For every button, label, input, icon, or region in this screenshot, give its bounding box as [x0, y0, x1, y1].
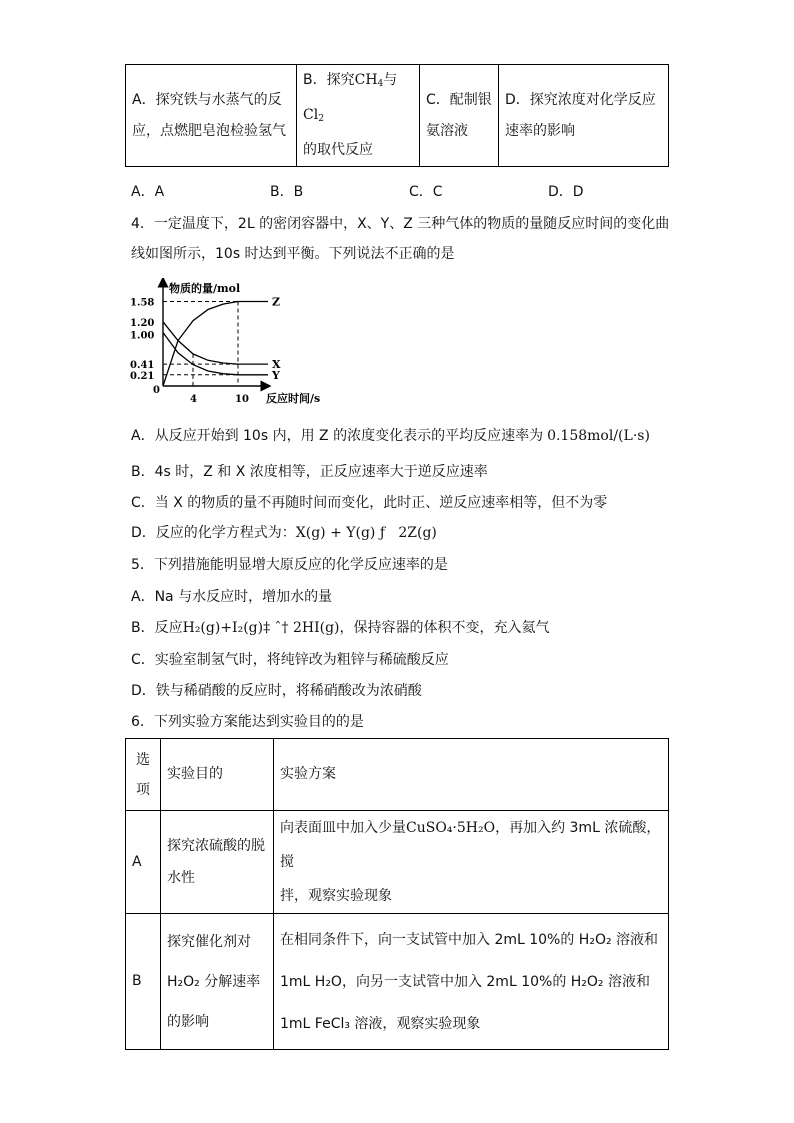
q6-header-plan: 实验方案 — [274, 739, 669, 811]
q6-row-a — [126, 811, 669, 914]
q3-cell-c-line2: 氨溶液 — [426, 122, 468, 139]
q5-option-b-suffix: ，保持容器的体积不变，充入氦气 — [339, 620, 550, 636]
row-b-purpose-line3: 的影响 — [167, 1013, 209, 1030]
q6-row-a-purpose — [161, 811, 274, 914]
x-tick-labels — [190, 394, 249, 405]
q3-option-b[interactable]: B．B — [270, 184, 304, 200]
q5-option-c[interactable]: C．实验室制氢气时，将纯锌改为粗锌与稀硫酸反应 — [131, 652, 449, 668]
row-a-purpose-line1: 探究浓硫酸的脱 — [167, 838, 265, 854]
row-a-plan-prefix: 向表面皿中加入少量 — [280, 820, 406, 836]
q3-cell-d-line1: D．探究浓度对化学反应 — [505, 91, 656, 108]
q6-row-b-purpose — [161, 914, 274, 1050]
q5-option-d[interactable]: D．铁与稀硝酸的反应时，将稀硝酸改为浓硝酸 — [131, 683, 422, 699]
q4-option-a-formula: 0.158mol/(L·s) — [547, 428, 650, 444]
origin-label: 0 — [153, 385, 160, 396]
y-tick-0.21: 0.21 — [130, 370, 155, 382]
q3-option-c[interactable]: C．C — [409, 184, 443, 200]
q4-option-a[interactable] — [131, 426, 650, 446]
cl-subscript: 2 — [318, 114, 324, 124]
q6-row-b — [126, 914, 669, 1050]
series-labels — [271, 295, 281, 381]
q3-cell-a — [126, 65, 297, 167]
q3-cell-b-and: 与 — [383, 72, 398, 88]
q3-cell-a-line1: A．探究铁与水蒸气的反 — [132, 91, 282, 108]
q3-cell-b-prefix: B．探究 — [303, 72, 355, 88]
y-tick-labels — [130, 297, 154, 381]
row-b-plan-line2: 1mL H₂O，向另一支试管中加入 2mL 10%的 H₂O₂ 溶液和 — [280, 973, 650, 990]
row-b-plan-line1: 在相同条件下，向一支试管中加入 2mL 10%的 H₂O₂ 溶液和 — [280, 931, 659, 948]
q6-row-a-label: A — [126, 811, 161, 914]
x-tick-4: 4 — [190, 394, 197, 405]
q5-option-b[interactable] — [131, 618, 550, 638]
x-tick-10: 10 — [235, 394, 249, 405]
q3-options-table — [125, 64, 669, 167]
series-z-curve — [163, 302, 268, 387]
q4-option-d-formula: X(g) + Y(g) ƒ 2Z(g) — [295, 525, 437, 541]
q6-header-purpose: 实验目的 — [161, 739, 274, 811]
q5-stem: 5．下列措施能明显增大原反应的化学反应速率的是 — [131, 557, 448, 573]
cl-symbol: Cl — [303, 107, 319, 123]
q4-option-d-text: D．反应的化学方程式为： — [131, 525, 296, 541]
q4-option-d[interactable] — [131, 523, 437, 543]
series-x-label: X — [272, 358, 281, 372]
ch-symbol: CH — [354, 72, 378, 88]
header-option-line2: 项 — [136, 781, 150, 798]
q6-stem: 6．下列实验方案能达到实验目的的是 — [131, 714, 364, 730]
q5-option-b-prefix: B．反应 — [131, 620, 183, 636]
q3-cell-b-ch4 — [355, 72, 384, 88]
row-a-plan-line1 — [280, 811, 662, 879]
q4-chart — [128, 278, 358, 408]
q6-header-row — [126, 739, 669, 811]
series-y-label: Y — [272, 368, 280, 382]
series-x-curve — [163, 322, 268, 364]
row-b-purpose-line1: 探究催化剂对 — [167, 933, 251, 950]
row-b-plan-line3: 1mL FeCl₃ 溶液，观察实验现象 — [280, 1015, 481, 1032]
q4-option-b[interactable]: B．4s 时，Z 和 X 浓度相等，正反应速率大于逆反应速率 — [131, 464, 488, 480]
y-tick-1.20: 1.20 — [130, 317, 155, 329]
q5-option-a[interactable]: A．Na 与水反应时，增加水的量 — [131, 589, 333, 605]
header-option-line1: 选 — [136, 751, 150, 768]
q6-row-a-plan — [274, 811, 669, 914]
series-curves — [163, 302, 268, 387]
row-b-purpose-line2: H₂O₂ 分解速率 — [167, 973, 261, 990]
q6-row-b-plan — [274, 914, 669, 1050]
guide-lines — [163, 301, 238, 386]
q6-row-b-label: B — [126, 914, 161, 1050]
q4-stem-line2: 线如图所示，10s 时达到平衡。下列说法不正确的是 — [131, 246, 455, 262]
row-a-purpose-line2: 水性 — [167, 870, 195, 886]
q3-cell-a-line2: 应，点燃肥皂泡检验氢气 — [132, 122, 286, 139]
series-z-label: Z — [272, 295, 281, 309]
row-a-plan-formula: CuSO₄·5H₂O — [406, 820, 496, 836]
q3-cell-b-line1 — [303, 65, 413, 135]
q3-cell-c — [420, 65, 499, 167]
q3-option-d[interactable]: D．D — [548, 184, 584, 200]
q4-option-a-text: A．从反应开始到 10s 内，用 Z 的浓度变化表示的平均反应速率为 — [131, 428, 544, 444]
q3-cell-c-line1: C．配制银 — [426, 91, 492, 108]
q3-option-a[interactable]: A．A — [131, 184, 165, 200]
q4-stem-line1: 4．一定温度下，2L 的密闭容器中，X、Y、Z 三种气体的物质的量随反应时间的变化曲 — [131, 216, 670, 232]
y-tick-1.00: 1.00 — [130, 330, 155, 342]
q3-cell-b — [297, 65, 420, 167]
q4-option-c[interactable]: C．当 X 的物质的量不再随时间而变化，此时正、逆反应速率相等，但不为零 — [131, 495, 608, 511]
q3-answer-options — [131, 182, 631, 202]
y-axis-label: 物质的量/mol — [169, 282, 241, 295]
y-tick-0.41: 0.41 — [130, 360, 155, 372]
q6-header-option — [126, 739, 161, 811]
row-a-plan-line2: 拌，观察实验现象 — [280, 888, 392, 904]
q5-option-b-formula: H₂(g)+I₂(g)‡ ˆ† 2HI(g) — [182, 620, 340, 636]
y-tick-1.58: 1.58 — [130, 297, 155, 309]
q3-cell-d-line2: 速率的影响 — [505, 122, 575, 139]
q3-cell-b-cl2 — [303, 107, 324, 123]
x-axis-label: 反应时间/s — [266, 392, 321, 405]
row-a-plan-suffix: ，再加入约 3mL 浓硫酸，搅 — [280, 820, 661, 870]
q6-experiment-table — [125, 738, 669, 1050]
ch-subscript: 4 — [377, 79, 384, 89]
q3-cell-b-line2: 的取代反应 — [303, 142, 373, 158]
q3-cell-d — [499, 65, 669, 167]
